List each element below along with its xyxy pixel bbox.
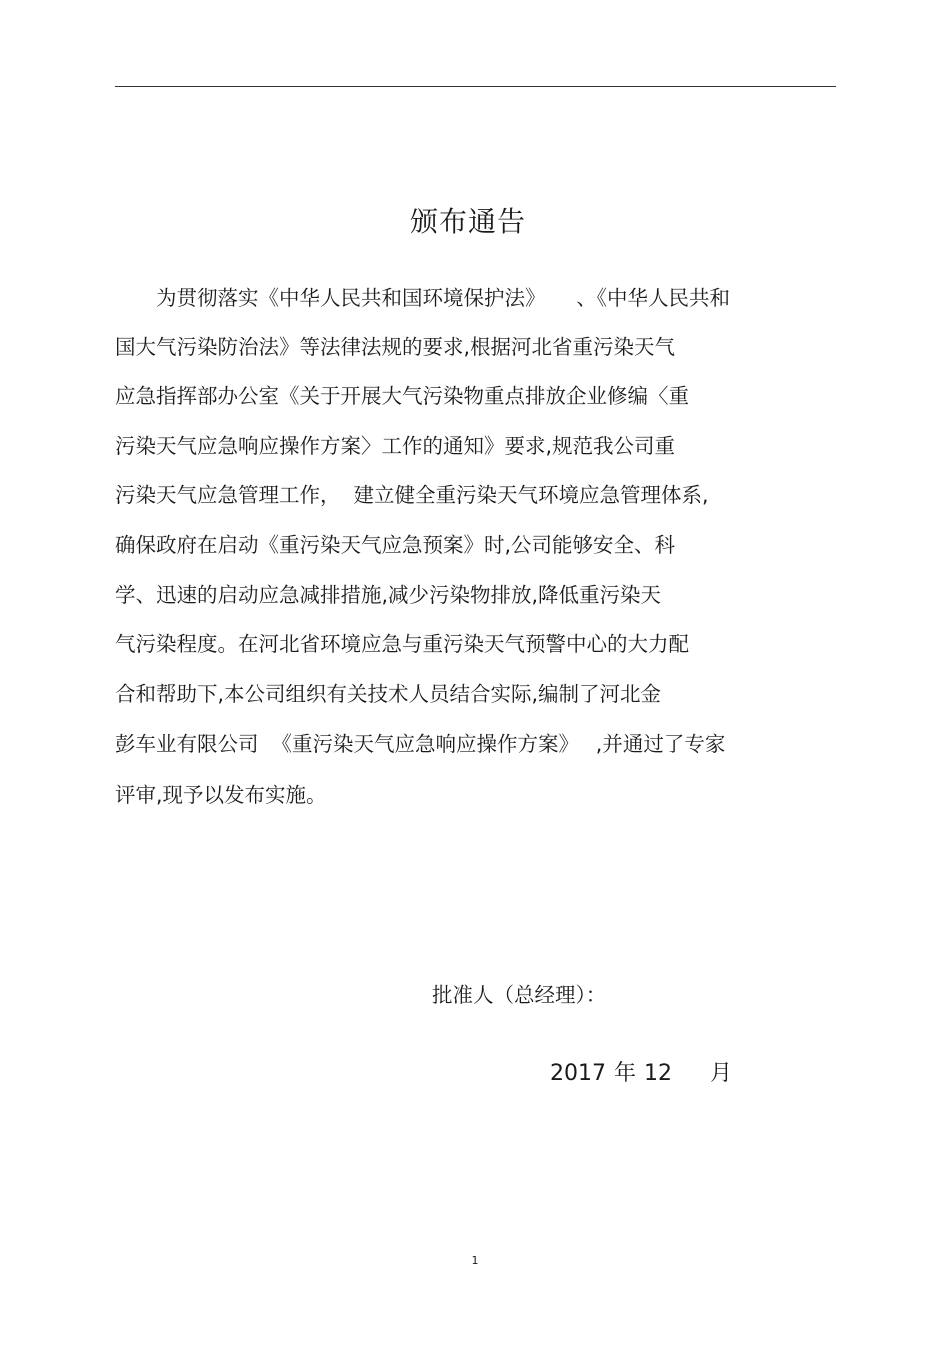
approver-signature-label: 批准人（总经理）：	[432, 983, 607, 1007]
body-line: 污染天气应急响应操作方案〉工作的通知》要求,规范我公司重	[115, 434, 676, 458]
date-month-unit: 月	[710, 1061, 733, 1086]
page-number: 1	[471, 1254, 479, 1267]
date-month: 12	[644, 1061, 672, 1086]
body-line: 彭车业有限公司 《重污染天气应急响应操作方案》 ,并通过了专家	[115, 732, 726, 756]
header-divider	[115, 86, 836, 87]
document-title: 颁布通告	[409, 205, 526, 238]
body-line: 合和帮助下,本公司组织有关技术人员结合实际,编制了河北金	[115, 682, 662, 706]
date-year: 2017	[549, 1061, 606, 1086]
body-line: 应急指挥部办公室《关于开展大气污染物重点排放企业修编〈重	[115, 384, 689, 408]
body-line: 评审,现予以发布实施。	[115, 783, 327, 807]
body-line: 为贯彻落实《中华人民共和国环境保护法》 、《中华人民共和	[115, 286, 730, 310]
body-line: 国大气污染防治法》等法律法规的要求,根据河北省重污染天气	[115, 335, 676, 359]
body-line: 气污染程度。在河北省环境应急与重污染天气预警中心的大力配	[115, 632, 689, 656]
body-line: 学、迅速的启动应急减排措施,减少污染物排放,降低重污染天	[115, 583, 662, 607]
body-line: 确保政府在启动《重污染天气应急预案》时,公司能够安全、科	[115, 533, 676, 557]
date-year-unit: 年	[613, 1061, 636, 1086]
issue-date	[522, 1029, 732, 1119]
body-line: 污染天气应急管理工作， 建立健全重污染天气环境应急管理体系,	[115, 483, 709, 507]
